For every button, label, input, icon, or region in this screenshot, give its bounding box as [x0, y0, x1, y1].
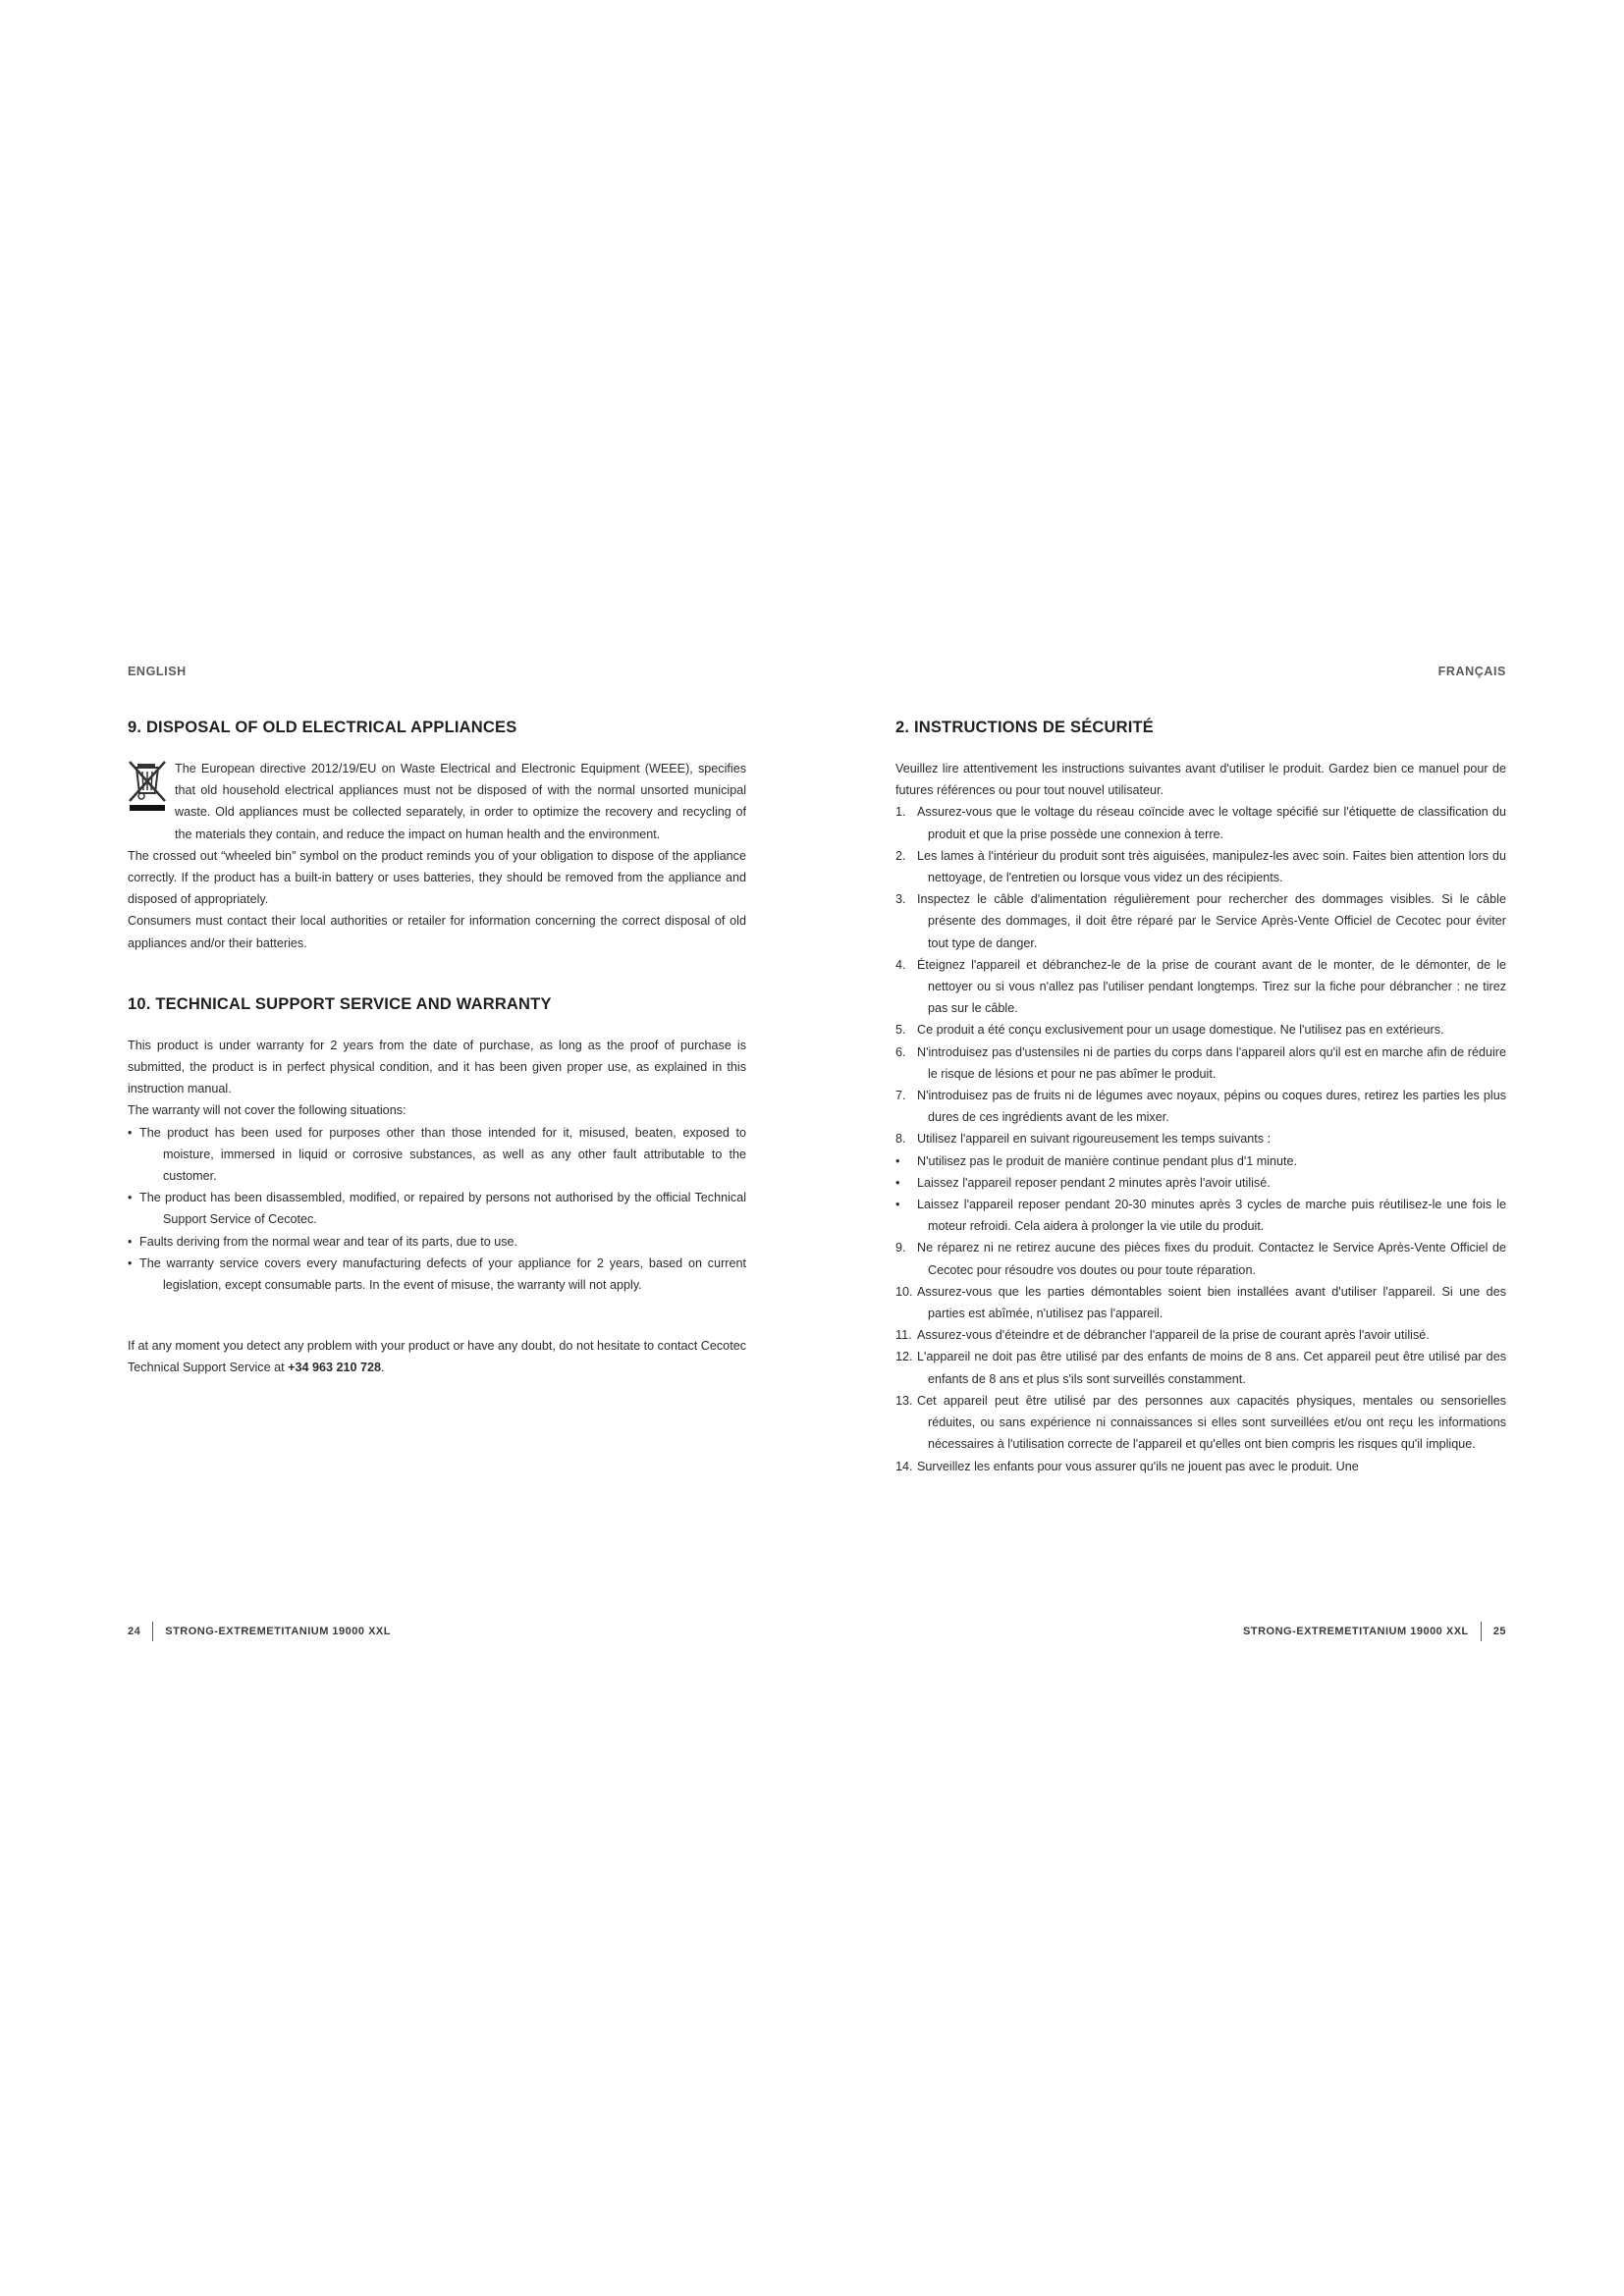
list-text: Laissez l'appareil reposer pendant 2 minutes après l'avoir utilisé.: [917, 1175, 1271, 1190]
list-marker: 5.: [895, 1023, 906, 1038]
footer-right: [1243, 1622, 1506, 1641]
page-number-left: 24: [128, 1626, 141, 1637]
list-marker: •: [895, 1175, 900, 1190]
language-label-french: FRANÇAIS: [1437, 665, 1506, 678]
list-marker: 11.: [895, 1328, 912, 1343]
warranty-exclusions-list: [128, 1122, 746, 1297]
list-item: [895, 1128, 1506, 1149]
list-text: Assurez-vous que les parties démontables soient bien installées avant d'utiliser l'appareil. Si une des parties est abîmée, n'utilisez pas l'appareil.: [917, 1284, 1506, 1321]
list-marker: 10.: [895, 1284, 913, 1299]
list-text: Éteignez l'appareil et débranchez-le de la prise de courant avant de le monter, de le démonter, de le nettoyer ou si vous n'allez pas l'utiliser pendant longtemps. Tirez sur la fiche pour débrancher : ne tirez pas sur le câble.: [917, 957, 1506, 1016]
list-text: L'appareil ne doit pas être utilisé par des enfants de moins de 8 ans. Cet appareil peut être utilisé par des enfants de 8 ans et plus s'ils sont surveillés constamment.: [917, 1350, 1506, 1386]
list-item: [895, 888, 1506, 954]
list-marker: •: [895, 1153, 900, 1168]
list-text: N'introduisez pas d'ustensiles ni de parties du corps dans l'appareil alors qu'il est en marche afin de réduire le risque de lésions et pour ne pas abîmer le produit.: [917, 1044, 1506, 1081]
list-marker: 8.: [895, 1132, 906, 1147]
list-item: [895, 1237, 1506, 1280]
list-item: [895, 845, 1506, 888]
safety-intro: Veuillez lire attentivement les instructions suivantes avant d'utiliser le produit. Gardez bien ce manuel pour de futures références ou pour tout nouvel utilisateur.: [895, 762, 1506, 798]
list-text: Ce produit a été conçu exclusivement pour un usage domestique. Ne l'utilisez pas en extérieurs.: [917, 1023, 1444, 1038]
list-item: • The product has been disassembled, modified, or repaired by persons not authorised by the official Technical Support Service of Cecotec.: [128, 1191, 746, 1227]
safety-instructions-list: [895, 801, 1506, 1476]
support-phone-number[interactable]: +34 963 210 728: [288, 1361, 382, 1375]
list-item: [895, 1150, 1506, 1172]
list-text: Assurez-vous que le voltage du réseau coïncide avec le voltage spécifié sur l'étiquette de classification du produit et que la prise possède une connexion à terre.: [917, 805, 1506, 841]
list-marker: 12.: [895, 1350, 913, 1364]
list-item: [895, 1390, 1506, 1456]
list-text: Cet appareil peut être utilisé par des personnes aux capacités physiques, mentales ou sensorielles réduites, ou sans expérience ni connaissances si elles sont surveillées et/ou ont reçu les informations nécessaires à l'utilisation correcte de l'appareil et qu'elles ont bien compris les risques qu'il implique.: [917, 1393, 1506, 1452]
list-marker: 4.: [895, 957, 906, 972]
list-item: [895, 1172, 1506, 1194]
right-column: [895, 717, 1506, 1477]
list-item: [895, 1085, 1506, 1128]
list-text: Inspectez le câble d'alimentation régulièrement pour rechercher des dommages visibles. Si le câble présente des dommages, il doit être réparé par le Service Après-Vente Officiel de Cecotec pour éviter tout type de danger.: [917, 892, 1506, 950]
list-item: [895, 1281, 1506, 1324]
list-marker: 1.: [895, 805, 906, 820]
footer-divider: [152, 1622, 153, 1641]
section-2-title: 2. INSTRUCTIONS DE SÉCURITÉ: [895, 719, 1155, 736]
model-name-left: STRONG-EXTREMETITANIUM 19000 XXL: [165, 1626, 391, 1637]
model-name-right: STRONG-EXTREMETITANIUM 19000 XXL: [1243, 1626, 1469, 1637]
list-marker: 6.: [895, 1044, 906, 1059]
list-text: Utilisez l'appareil en suivant rigoureusement les temps suivants :: [917, 1132, 1272, 1147]
list-item: [895, 1041, 1506, 1085]
list-item: • Faults deriving from the normal wear and tear of its parts, due to use.: [128, 1234, 517, 1249]
weee-paragraph-block: [128, 758, 746, 845]
list-item: [895, 954, 1506, 1020]
disposal-paragraph-2: The crossed out “wheeled bin” symbol on the product reminds you of your obligation to dispose of the appliance correctly. If the product has a built-in battery or uses batteries, they should be removed from the appliance and disposed of appropriately.: [128, 848, 746, 907]
list-marker: 2.: [895, 848, 906, 863]
list-text: Les lames à l'intérieur du produit sont très aiguisées, manipulez-les avec soin. Faites bien attention lors du nettoyage, de l'entretien ou lorsque vous videz un des récipients.: [917, 848, 1506, 885]
list-text: N'introduisez pas de fruits ni de légumes avec noyaux, pépins ou coques dures, retirez les parties les plus dures de ces ingrédients avant de les mixer.: [917, 1089, 1506, 1125]
list-item: [895, 1019, 1506, 1041]
list-text: Assurez-vous d'éteindre et de débrancher l'appareil de la prise de courant après l'avoir utilisé.: [917, 1328, 1430, 1343]
list-marker: 14.: [895, 1459, 913, 1473]
warranty-paragraph-2: The warranty will not cover the following situations:: [128, 1103, 406, 1118]
page-number-right: 25: [1492, 1626, 1506, 1637]
warranty-paragraph-1: This product is under warranty for 2 years from the date of purchase, as long as the proof of purchase is submitted, the product is in perfect physical condition, and it has been given proper use, as explained in this instruction manual.: [128, 1038, 746, 1096]
list-marker: 9.: [895, 1241, 906, 1255]
left-column: [128, 717, 746, 1379]
weee-directive-text: The European directive 2012/19/EU on Waste Electrical and Electronic Equipment (WEEE), specifies that old household electrical appliances must not be disposed of with the normal unsorted municipal waste. Old appliances must be collected separately, in order to optimize the recovery and recycling of the materials they contain, and reduce the impact on human health and the environment.: [175, 762, 746, 841]
list-text: N'utilisez pas le produit de manière continue pendant plus d'1 minute.: [917, 1153, 1298, 1168]
section-10-title: 10. TECHNICAL SUPPORT SERVICE AND WARRANTY: [128, 994, 552, 1013]
list-item: [895, 1456, 1506, 1477]
list-marker: 3.: [895, 892, 906, 907]
list-item: [895, 801, 1506, 844]
section-9-title: 9. DISPOSAL OF OLD ELECTRICAL APPLIANCES: [128, 719, 517, 736]
list-text: Laissez l'appareil reposer pendant 20-30 minutes après 3 cycles de marche puis réutilisez-le une fois le moteur refroidi. Cela aidera à prolonger la vie utile du produit.: [917, 1198, 1506, 1234]
list-item: • The product has been used for purposes other than those intended for it, misused, beaten, exposed to moisture, immersed in liquid or corrosive substances, as well as any other fault attributable to the customer.: [128, 1125, 746, 1184]
list-marker: 13.: [895, 1393, 913, 1408]
footer-divider: [1481, 1622, 1482, 1641]
list-item: [895, 1324, 1506, 1346]
list-text: Ne réparez ni ne retirez aucune des pièces fixes du produit. Contactez le Service Après-Vente Officiel de Cecotec pour résoudre vos doutes ou pour toute réparation.: [917, 1241, 1506, 1277]
language-label-english: ENGLISH: [128, 665, 187, 678]
list-item: • The warranty service covers every manufacturing defects of your appliance for 2 years, based on current legislation, except consumable parts. In the event of misuse, the warranty will not apply.: [128, 1255, 746, 1293]
list-item: [895, 1194, 1506, 1237]
list-item: [895, 1346, 1506, 1389]
list-marker: 7.: [895, 1089, 906, 1103]
footer-left: [128, 1622, 391, 1641]
disposal-paragraph-3: Consumers must contact their local authorities or retailer for information concerning the correct disposal of old appliances and/or their batteries.: [128, 914, 746, 950]
list-text: Surveillez les enfants pour vous assurer qu'ils ne jouent pas avec le produit. Une: [917, 1459, 1359, 1473]
crossed-out-wheeled-bin-icon: [128, 760, 167, 813]
list-marker: •: [895, 1198, 900, 1212]
contact-paragraph: If at any moment you detect any problem with your product or have any doubt, do not hesitate to contact Cecotec Technical Support Service at +34 963 210 728.: [128, 1339, 746, 1375]
